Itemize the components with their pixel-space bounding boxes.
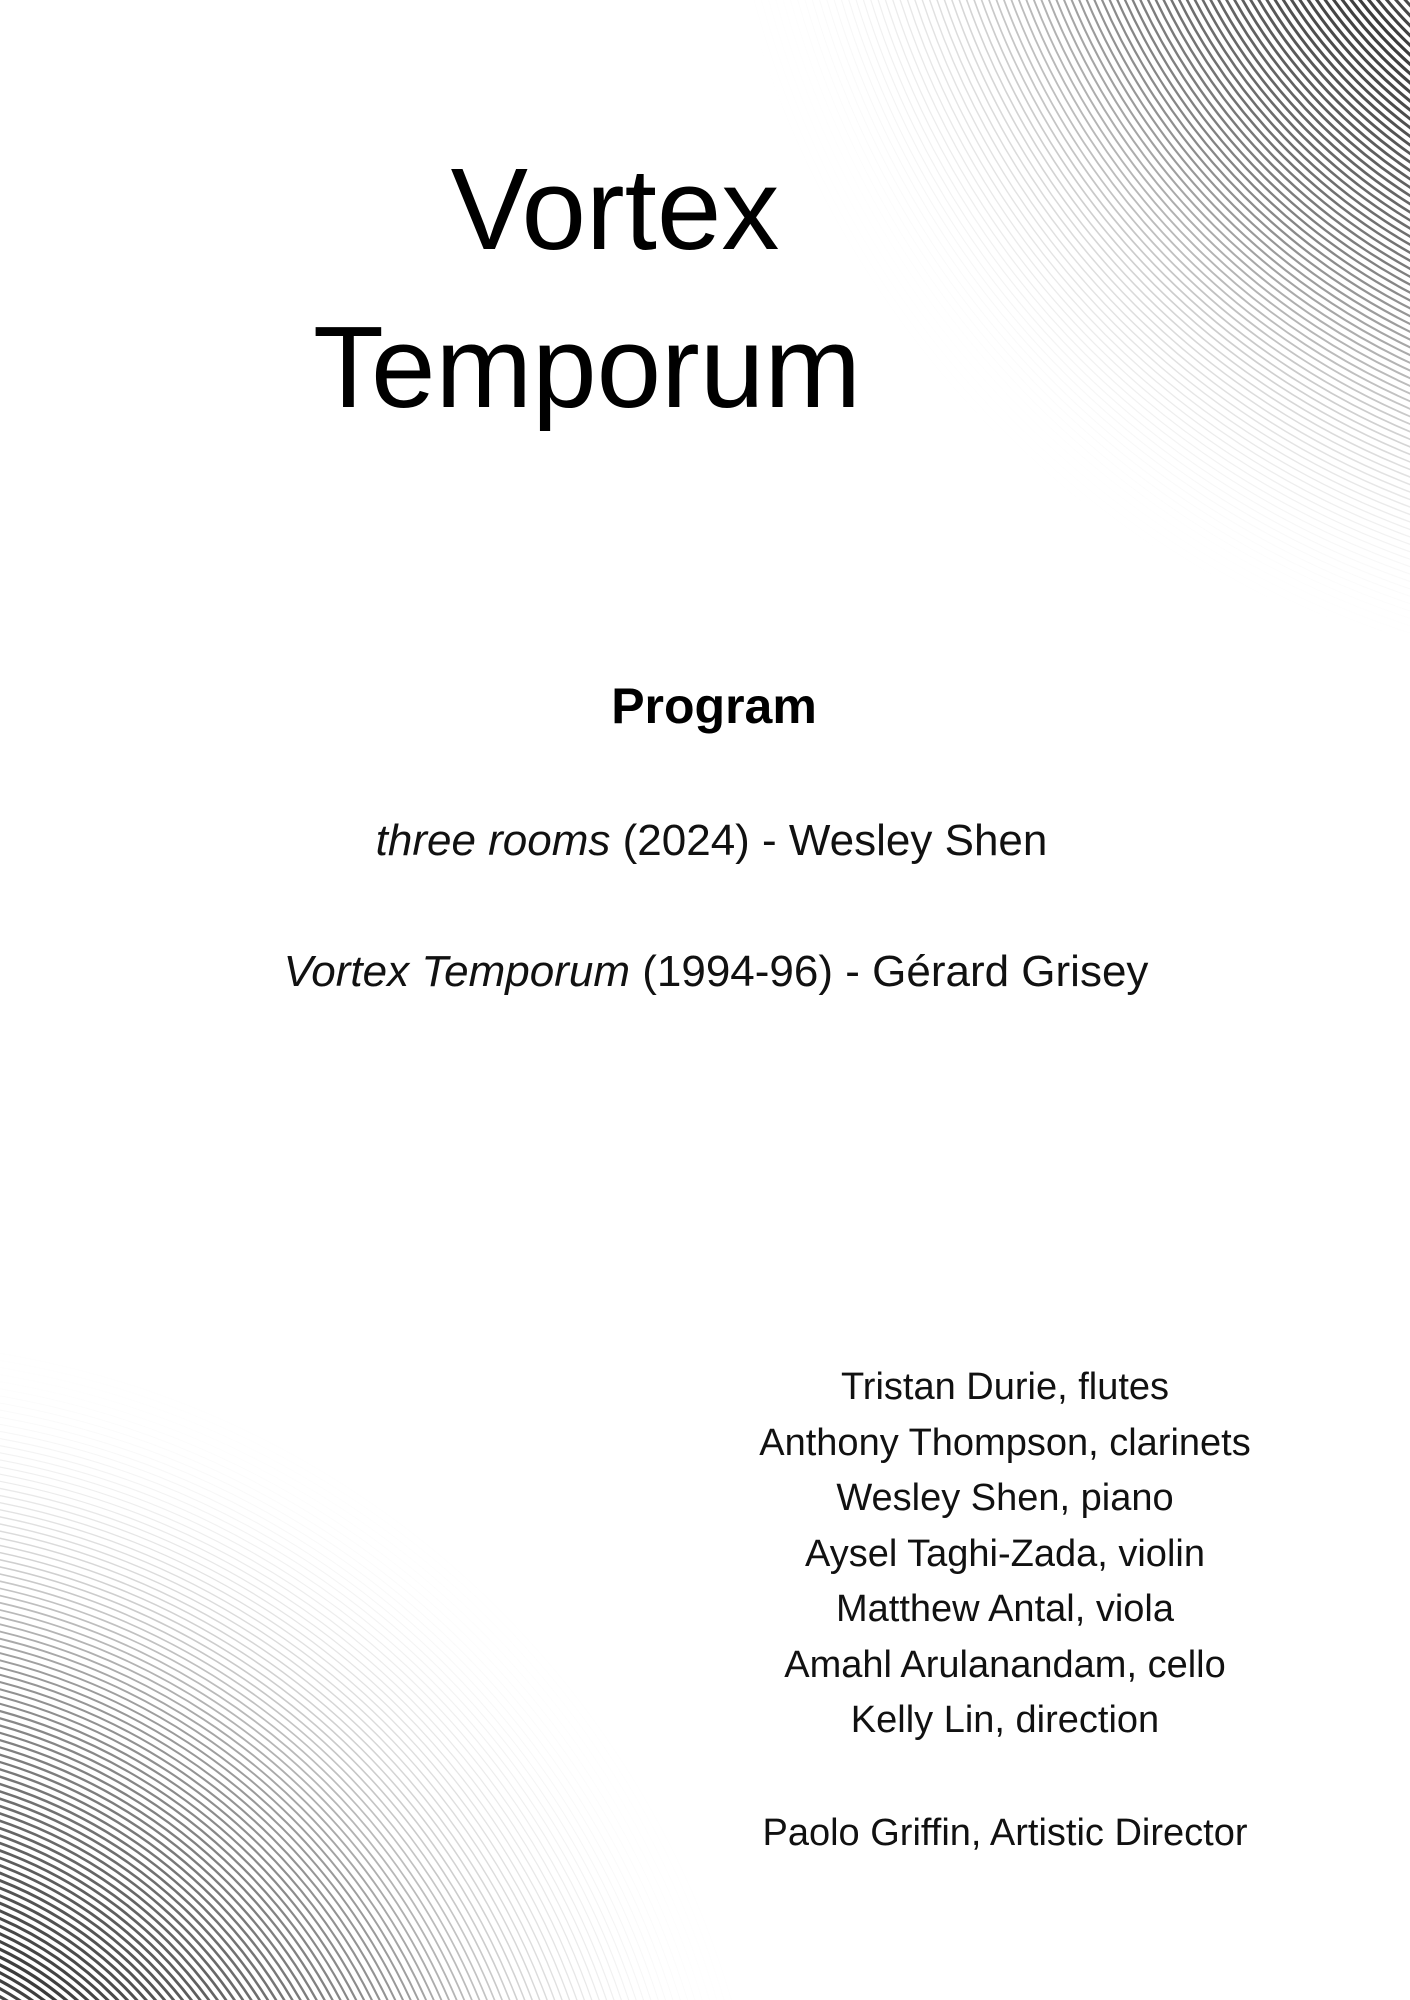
decorative-arc <box>0 1838 272 2000</box>
bottom-left-arcs <box>0 1341 769 2000</box>
work-1-details: (2024) - Wesley Shen <box>610 816 1048 865</box>
title-line-2: Temporum <box>313 302 861 432</box>
program-work-2 <box>0 944 1410 1000</box>
performer-item: Wesley Shen, piano <box>836 1477 1174 1519</box>
decorative-arc <box>0 1481 629 2000</box>
performer-item: Amahl Arulanandam, cello <box>784 1643 1226 1686</box>
decorative-arc <box>0 1376 734 2000</box>
program-heading: Program <box>611 678 817 734</box>
performer-item: Kelly Lin, direction <box>850 1699 1160 1741</box>
work-2-title: Vortex Temporum <box>283 947 631 996</box>
performer-item: Tristan Durie, flutes <box>840 1366 1170 1408</box>
decorative-arc <box>0 1502 608 2000</box>
work-1-title: three rooms <box>375 816 611 865</box>
decorative-arc <box>0 1432 678 2000</box>
performer-list <box>700 1360 1310 1749</box>
decorative-arc <box>0 1705 405 2000</box>
decorative-arc <box>0 1439 671 2000</box>
title-line-1: Vortex <box>450 144 780 274</box>
performer-item: Matthew Antal, viola <box>836 1588 1174 1630</box>
decorative-arc <box>1356 0 1410 84</box>
artistic-director: Paolo Griffin, Artistic Director <box>762 1812 1248 1854</box>
performer-item: Anthony Thompson, clarinets <box>759 1421 1251 1464</box>
program-work-1 <box>0 813 1410 869</box>
decorative-arc <box>0 1467 643 2000</box>
work-2-details: (1994-96) - Gérard Grisey <box>630 947 1149 996</box>
performer-item: Aysel Taghi-Zada, violin <box>805 1532 1205 1575</box>
